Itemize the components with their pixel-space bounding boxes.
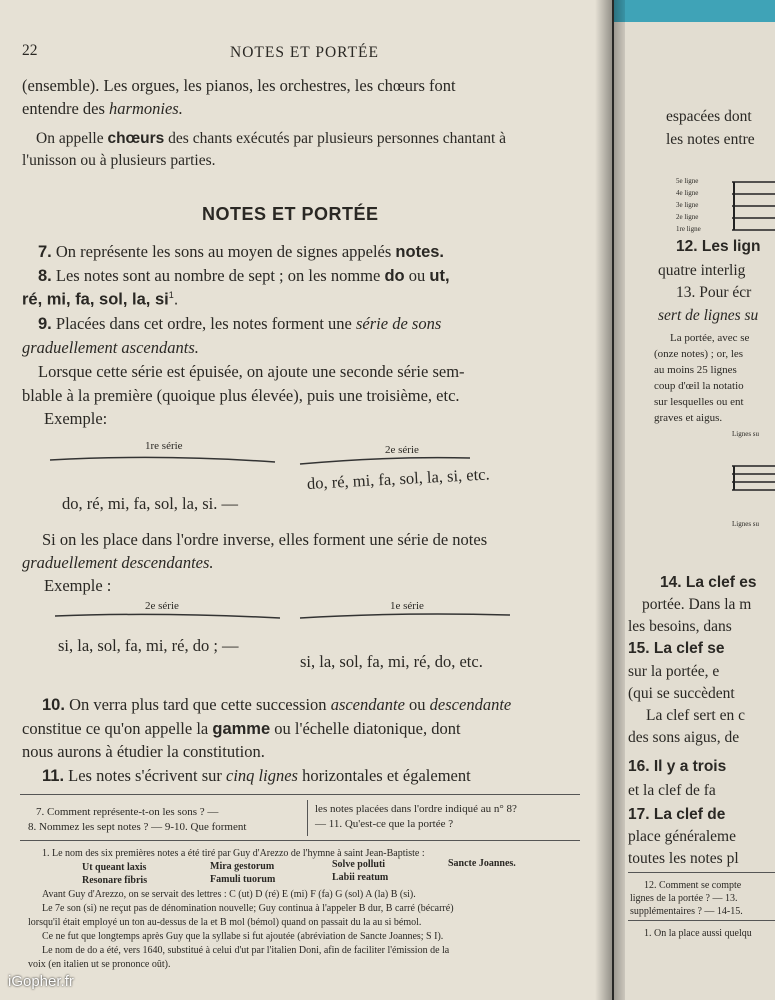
paragraph-9c-line1: Si on les place dans l'ordre inverse, elles forment une série de notes — [42, 530, 488, 549]
right-divider-2 — [628, 920, 775, 921]
book-gutter — [595, 0, 625, 1000]
paragraph-10-line3: nous aurons à étudier la constitution. — [22, 742, 265, 761]
intro-line-3: On appelle chœurs des chants exécutés par plusieurs personnes chantant à — [36, 130, 507, 147]
question-left-1: 7. Comment représente-t-on les sons ? — — [36, 806, 219, 818]
hymn-1-2: Mira gestorum — [210, 861, 275, 872]
right-line-14: Lignes su — [732, 520, 760, 528]
staff-labels: 5e ligne 4e ligne 3e ligne 2e ligne 1re ligne — [676, 177, 701, 233]
divider-footnote — [20, 840, 580, 841]
footnote-line-6: Le nom de do a été, vers 1640, substitué à celui d'ut par l'italien Doni, afin de faciliter l'émission de la — [42, 945, 450, 956]
right-line-5: 13. Pour écr — [676, 284, 752, 301]
right-line-23: 16. Il y a trois — [628, 758, 727, 775]
right-line-3: 12. Les lign — [676, 238, 761, 255]
right-line-11: sur lesquelles ou ent — [654, 396, 744, 408]
paragraph-9b-line2: blable à la première (quoique plus élevée), puis une troisième, etc. — [22, 386, 460, 405]
right-line-17: les besoins, dans — [628, 618, 732, 635]
example-2-notes-b: si, la, sol, fa, mi, ré, do, etc. — [300, 652, 483, 671]
footnote-line-5: Ce ne fut que longtemps après Guy que la syllabe si fut ajoutée (abréviation de Sancte Joannes; S I). — [42, 931, 444, 942]
paragraph-8-notes: ré, mi, fa, sol, la, $si^1$. — [22, 290, 179, 309]
right-line-15: 14. La clef es — [660, 574, 757, 591]
intro-line-2: entendre des harmonies. — [22, 99, 183, 118]
question-right-2: — 11. Qu'est-ce que la portée ? — [315, 818, 454, 830]
paragraph-10-line2: constitue ce qu'on appelle la gamme ou l'échelle diatonique, dont — [22, 719, 461, 738]
footnote-line-7: voix (en italien ut se prononce oût). — [28, 959, 171, 970]
paragraph-9-cont: graduellement ascendants. — [22, 338, 199, 357]
right-line-27: toutes les notes pl — [628, 850, 739, 867]
right-line-24: et la clef de fa — [628, 782, 716, 799]
example-label-1: Exemple: — [44, 409, 108, 428]
section-title: NOTES ET PORTÉE — [202, 204, 379, 224]
question-right-1: les notes placées dans l'ordre indiqué au n° 8? — [315, 803, 517, 815]
intro-line-1: (ensemble). Les orgues, les pianos, les orchestres, les chœurs font — [22, 76, 456, 95]
footnote-line-1: 1. Le nom des six premières notes a été tiré par Guy d'Arezzo de l'hymne à saint Jean-Baptiste : — [42, 848, 425, 859]
right-line-30: supplémentaires ? — 14-15. — [630, 906, 743, 917]
example-label-2: Exemple : — [44, 576, 112, 595]
right-line-29: lignes de la portée ? — 13. — [630, 893, 738, 904]
paragraph-9: 9. Placées dans cet ordre, les notes forment une série de sons — [38, 314, 442, 333]
right-divider — [628, 872, 775, 873]
serie-label-1b: 2e série — [385, 444, 419, 456]
serie-label-2b: 1e série — [390, 600, 424, 612]
right-line-22: des sons aigus, de — [628, 729, 740, 746]
right-line-7: La portée, avec se — [670, 332, 750, 344]
example-2-notes-a: si, la, sol, fa, mi, ré, do ; — — [58, 636, 239, 655]
paragraph-10: 10. On verra plus tard que cette succession ascendante ou descendante — [42, 695, 512, 714]
cover-edge — [614, 0, 775, 22]
hymn-1-3: Solve polluti — [332, 859, 386, 870]
right-line-9: au moins 25 lignes — [654, 364, 737, 376]
hymn-2-3: Labii reatum — [332, 872, 389, 883]
intro-line-4: l'unisson ou à plusieurs parties. — [22, 152, 216, 169]
question-left-2: 8. Nommez les sept notes ? — 9-10. Que forment — [28, 821, 247, 833]
staff-diagram — [732, 176, 775, 238]
right-line-4: quatre interlig — [658, 262, 746, 279]
example-1-notes-b: do, ré, mi, fa, sol, la, si, etc. — [306, 464, 491, 493]
paragraph-7: 7. On représente les sons au moyen de signes appelés notes. — [38, 242, 445, 261]
right-line-12: graves et aigus. — [654, 412, 723, 424]
hymn-1-4: Sancte Joannes. — [448, 858, 516, 869]
right-line-13: Lignes su — [732, 430, 760, 438]
serie-label-1a: 1re série — [145, 440, 183, 452]
example-1-notes-a: do, ré, mi, fa, sol, la, si. — — [62, 494, 238, 513]
right-line-28: 12. Comment se compte — [644, 880, 742, 891]
right-line-2: les notes entre — [666, 131, 755, 148]
right-line-10: coup d'œil la notatio — [654, 380, 744, 392]
right-page — [614, 0, 775, 1000]
paragraph-9c-line2: graduellement descendantes. — [22, 553, 214, 572]
paragraph-11: 11. Les notes s'écrivent sur cinq lignes horizontales et également — [42, 766, 471, 785]
right-line-25: 17. La clef de — [628, 806, 726, 823]
right-line-20: (qui se succèdent — [628, 685, 735, 702]
paragraph-9b-line1: Lorsque cette série est épuisée, on ajoute une seconde série sem- — [38, 362, 465, 381]
questions-separator — [307, 800, 308, 836]
right-line-21: La clef sert en c — [646, 707, 745, 724]
right-line-19: sur la portée, e — [628, 663, 720, 680]
footnote-line-4: lorsqu'il était employé un ton au-dessus de la et B mol (bémol) quand on passait du la au si bémol. — [28, 917, 422, 928]
right-line-26: place généraleme — [628, 828, 736, 845]
page-number: 22 — [22, 42, 38, 59]
hymn-2-1: Resonare fibris — [82, 875, 148, 886]
watermark: iGopher.fr — [8, 973, 74, 990]
right-line-8: (onze notes) ; or, les — [654, 348, 744, 360]
right-line-16: portée. Dans la m — [642, 596, 752, 613]
hymn-1-1: Ut queant laxis — [82, 862, 147, 873]
serie-label-2a: 2e série — [145, 600, 179, 612]
paragraph-8: 8. Les notes sont au nombre de sept ; on les nomme do ou ut, — [38, 266, 450, 285]
running-title: NOTES ET PORTÉE — [230, 44, 379, 61]
right-line-1: espacées dont — [666, 108, 752, 125]
divider-questions — [20, 794, 580, 795]
staff-diagram-2 — [732, 462, 775, 512]
footnote-line-2: Avant Guy d'Arezzo, on se servait des lettres : C (ut) D (ré) E (mi) F (fa) G (sol) A (la) B (si). — [42, 889, 416, 900]
right-line-18: 15. La clef se — [628, 640, 725, 657]
hymn-2-2: Famuli tuorum — [210, 874, 276, 885]
right-line-6: sert de lignes su — [658, 307, 759, 324]
brace-lines-2 — [0, 610, 612, 630]
right-line-31: 1. On la place aussi quelqu — [644, 928, 752, 939]
footnote-line-3: Le 7e son (si) ne reçut pas de dénomination nouvelle; Guy continua à l'appeler B dur, B carré (bécarré) — [42, 903, 454, 914]
